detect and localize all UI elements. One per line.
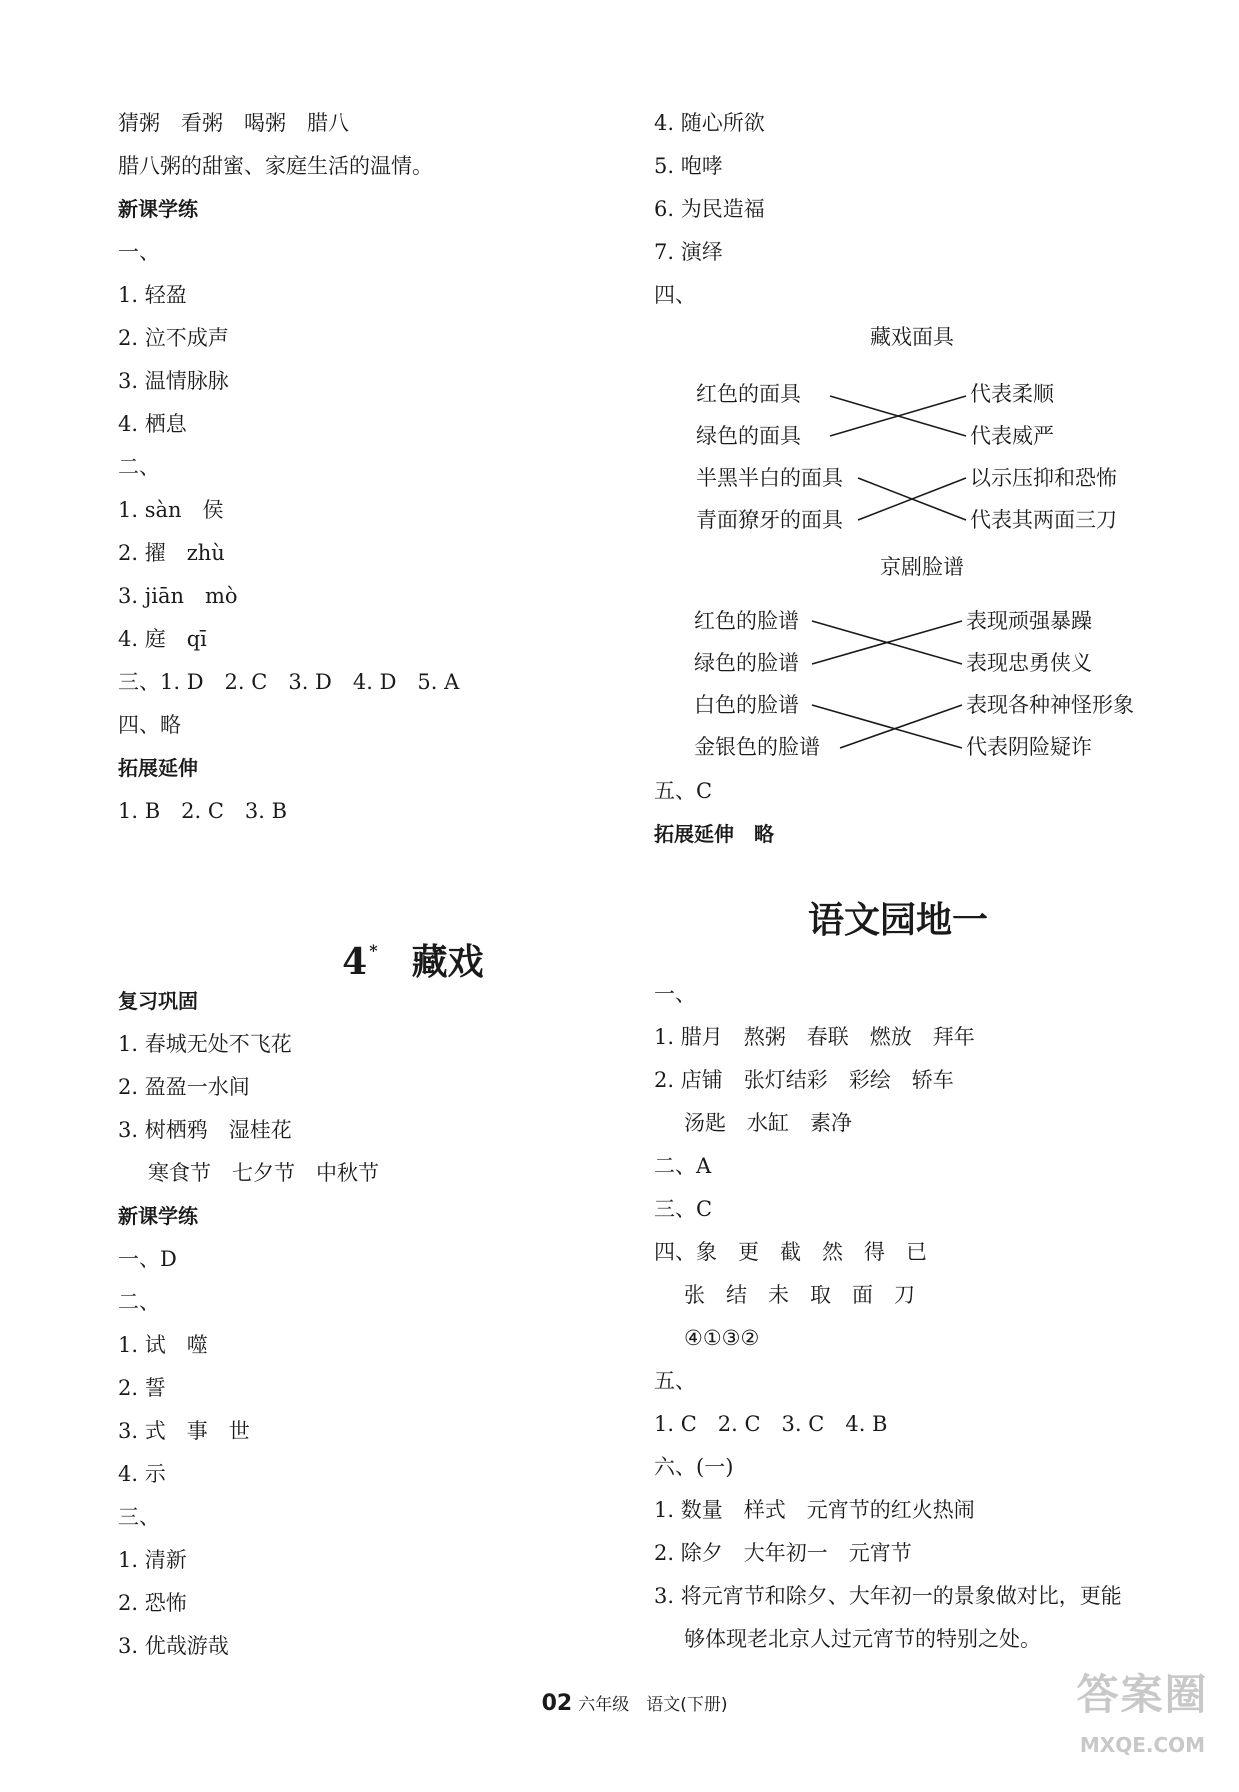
answer-line: 1. 轻盈 bbox=[118, 283, 187, 307]
answer-line: 4. 示 bbox=[118, 1462, 166, 1486]
matching-right-item: 表现忠勇侠义 bbox=[966, 651, 1092, 675]
lesson-name: 藏戏 bbox=[411, 941, 484, 983]
answer-line: 2. 除夕 大年初一 元宵节 bbox=[654, 1541, 912, 1565]
answer-line: 张 结 未 取 面 刀 bbox=[684, 1283, 915, 1307]
answer-line: 2. 誓 bbox=[118, 1376, 166, 1400]
answer-line: 1. B 2. C 3. B bbox=[118, 799, 288, 823]
page-number: 02 bbox=[541, 1691, 573, 1716]
answer-line: 三、C bbox=[654, 1197, 713, 1221]
answer-line: 1. C 2. C 3. C 4. B bbox=[654, 1412, 888, 1436]
answer-line: 四、 bbox=[654, 283, 696, 307]
answer-line: 6. 为民造福 bbox=[654, 197, 765, 221]
answer-line: 4. 庭 qī bbox=[118, 627, 207, 651]
lesson-number: 4 bbox=[342, 941, 368, 983]
page-footer bbox=[520, 1670, 728, 1736]
answer-line: 二、A bbox=[654, 1154, 712, 1178]
answer-line: 猜粥 看粥 喝粥 腊八 bbox=[118, 111, 349, 135]
answer-line: 寒食节 七夕节 中秋节 bbox=[148, 1161, 379, 1185]
answer-line: 1. sàn 侯 bbox=[118, 498, 224, 522]
answer-line: 2. 店铺 张灯结彩 彩绘 轿车 bbox=[654, 1068, 954, 1092]
matching-left-item: 红色的脸谱 bbox=[694, 609, 799, 633]
matching-left-item: 青面獠牙的面具 bbox=[696, 508, 843, 532]
matching-right-item: 代表柔顺 bbox=[970, 382, 1054, 406]
matching-left-item: 绿色的面具 bbox=[696, 424, 801, 448]
answer-line: 5. 咆哮 bbox=[654, 154, 723, 178]
right-column-mid bbox=[654, 770, 1174, 856]
answer-line: 一、D bbox=[118, 1247, 177, 1271]
footer-text: 六年级 语文(下册) bbox=[578, 1695, 728, 1715]
watermark-text: 答案圈 bbox=[1076, 1670, 1209, 1719]
answer-line: 7. 演绎 bbox=[654, 240, 723, 264]
matching-left-item: 绿色的脸谱 bbox=[694, 651, 799, 675]
answer-line: 二、 bbox=[118, 455, 160, 479]
matching-left-item: 半黑半白的面具 bbox=[696, 466, 843, 490]
lesson-mark: * bbox=[369, 941, 378, 960]
matching-group-title: 京剧脸谱 bbox=[880, 555, 964, 579]
answer-line: 1. 腊月 熬粥 春联 燃放 拜年 bbox=[654, 1025, 975, 1049]
answer-line: 汤匙 水缸 素净 bbox=[684, 1111, 852, 1135]
answer-line: 2. 恐怖 bbox=[118, 1591, 187, 1615]
answer-line: 五、C bbox=[654, 779, 713, 803]
answer-line: 腊八粥的甜蜜、家庭生活的温情。 bbox=[118, 154, 433, 178]
answer-line: 1. 试 噬 bbox=[118, 1333, 208, 1357]
matching-group-title: 藏戏面具 bbox=[870, 325, 954, 349]
answer-line: 三、1. D 2. C 3. D 4. D 5. A bbox=[118, 670, 460, 694]
answer-line: 4. 随心所欲 bbox=[654, 111, 765, 135]
watermark-url: MXQE.COM bbox=[1079, 1733, 1206, 1757]
matching-left-item: 金银色的脸谱 bbox=[694, 735, 820, 759]
answer-line: 3. 将元宵节和除夕、大年初一的景象做对比，更能 bbox=[654, 1584, 1122, 1608]
matching-right-item: 代表威严 bbox=[970, 424, 1054, 448]
answer-line: 够体现老北京人过元宵节的特别之处。 bbox=[684, 1627, 1041, 1651]
answer-line: 3. 温情脉脉 bbox=[118, 369, 229, 393]
answer-line: 3. 式 事 世 bbox=[118, 1419, 250, 1443]
answer-line: 2. 泣不成声 bbox=[118, 326, 229, 350]
answer-line: 4. 栖息 bbox=[118, 412, 187, 436]
answer-line: 1. 清新 bbox=[118, 1548, 187, 1572]
section-heading: 拓展延伸 bbox=[118, 756, 198, 780]
answer-line: 二、 bbox=[118, 1290, 160, 1314]
answer-line: 一、 bbox=[654, 982, 696, 1006]
match-line bbox=[812, 705, 962, 748]
answer-line: 一、 bbox=[118, 240, 160, 264]
matching-left-item: 白色的脸谱 bbox=[694, 693, 799, 717]
section-heading: 新课学练 bbox=[118, 197, 198, 221]
matching-right-item: 表现顽强暴躁 bbox=[966, 609, 1092, 633]
matching-right-item: 代表其两面三刀 bbox=[970, 508, 1117, 532]
answer-line: 2. 盈盈一水间 bbox=[118, 1075, 250, 1099]
answer-line: 三、 bbox=[118, 1505, 160, 1529]
answer-line: 六、(一) bbox=[654, 1455, 734, 1479]
answer-line: 四、略 bbox=[118, 713, 181, 737]
match-line bbox=[840, 705, 962, 748]
section-heading: 复习巩固 bbox=[118, 989, 198, 1013]
section-title: 语文园地一 bbox=[808, 899, 989, 941]
answer-line: 1. 春城无处不飞花 bbox=[118, 1032, 292, 1056]
answer-line: ④①③② bbox=[684, 1326, 760, 1350]
answer-line: 2. 擢 zhù bbox=[118, 541, 225, 565]
section-heading: 拓展延伸 略 bbox=[654, 822, 774, 846]
matching-right-item: 代表阴险疑诈 bbox=[966, 735, 1092, 759]
watermark-logo bbox=[1055, 1660, 1230, 1785]
answer-line: 3. jiān mò bbox=[118, 584, 238, 608]
matching-left-item: 红色的面具 bbox=[696, 382, 801, 406]
answer-line: 3. 树栖鸦 湿桂花 bbox=[118, 1118, 292, 1142]
section-heading: 新课学练 bbox=[118, 1204, 198, 1228]
matching-right-item: 表现各种神怪形象 bbox=[966, 693, 1134, 717]
answer-line: 1. 数量 样式 元宵节的红火热闹 bbox=[654, 1498, 975, 1522]
answer-line: 五、 bbox=[654, 1369, 696, 1393]
right-column-bottom bbox=[654, 973, 1174, 1661]
answer-line: 四、象 更 截 然 得 已 bbox=[654, 1240, 927, 1264]
answer-line: 3. 优哉游哉 bbox=[118, 1634, 229, 1658]
matching-right-item: 以示压抑和恐怖 bbox=[970, 466, 1117, 490]
